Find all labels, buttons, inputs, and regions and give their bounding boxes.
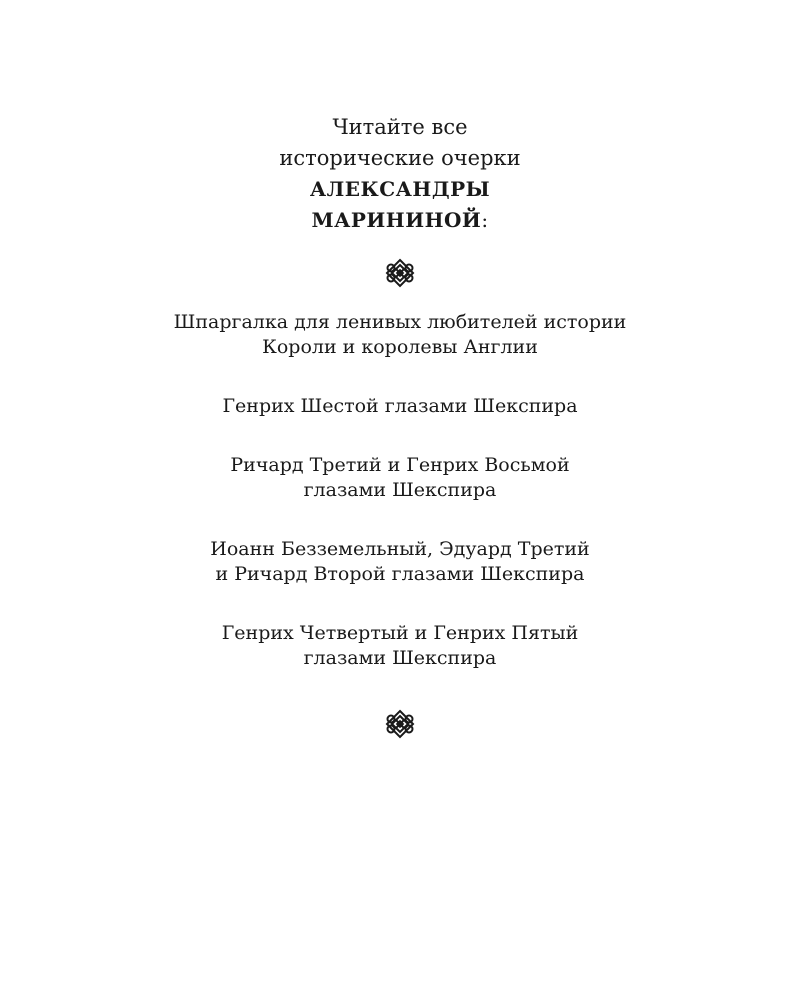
book-title-line: Иоанн Безземельный, Эдуард Третий <box>210 538 590 560</box>
book-list-item <box>0 621 800 671</box>
celtic-knot-icon <box>385 709 415 739</box>
celtic-knot-icon <box>385 258 415 288</box>
author-name-line-2 <box>0 205 800 236</box>
series-heading <box>0 112 800 236</box>
book-title-line: Генрих Четвертый и Генрих Пятый <box>221 622 579 644</box>
book-title-line: Ричард Третий и Генрих Восьмой <box>230 454 570 476</box>
book-list <box>0 310 800 671</box>
book-title-line: Короли и королевы Англии <box>262 336 538 358</box>
heading-line-2: исторические очерки <box>279 146 521 170</box>
book-list-item <box>0 537 800 587</box>
book-list-item <box>0 394 800 419</box>
heading-colon: : <box>481 208 489 232</box>
author-surname: МАРИНИНОЙ <box>311 208 482 232</box>
heading-line-1: Читайте все <box>332 115 468 139</box>
book-title-line: Шпаргалка для ленивых любителей истории <box>173 311 627 333</box>
book-list-item <box>0 310 800 360</box>
book-title-line: и Ричард Второй глазами Шекспира <box>215 563 585 585</box>
book-title-line: глазами Шекспира <box>303 479 497 501</box>
book-title-line: глазами Шекспира <box>303 647 497 669</box>
author-name-line-1: АЛЕКСАНДРЫ <box>309 177 491 201</box>
book-list-item <box>0 453 800 503</box>
book-title-line: Генрих Шестой глазами Шекспира <box>222 395 578 417</box>
